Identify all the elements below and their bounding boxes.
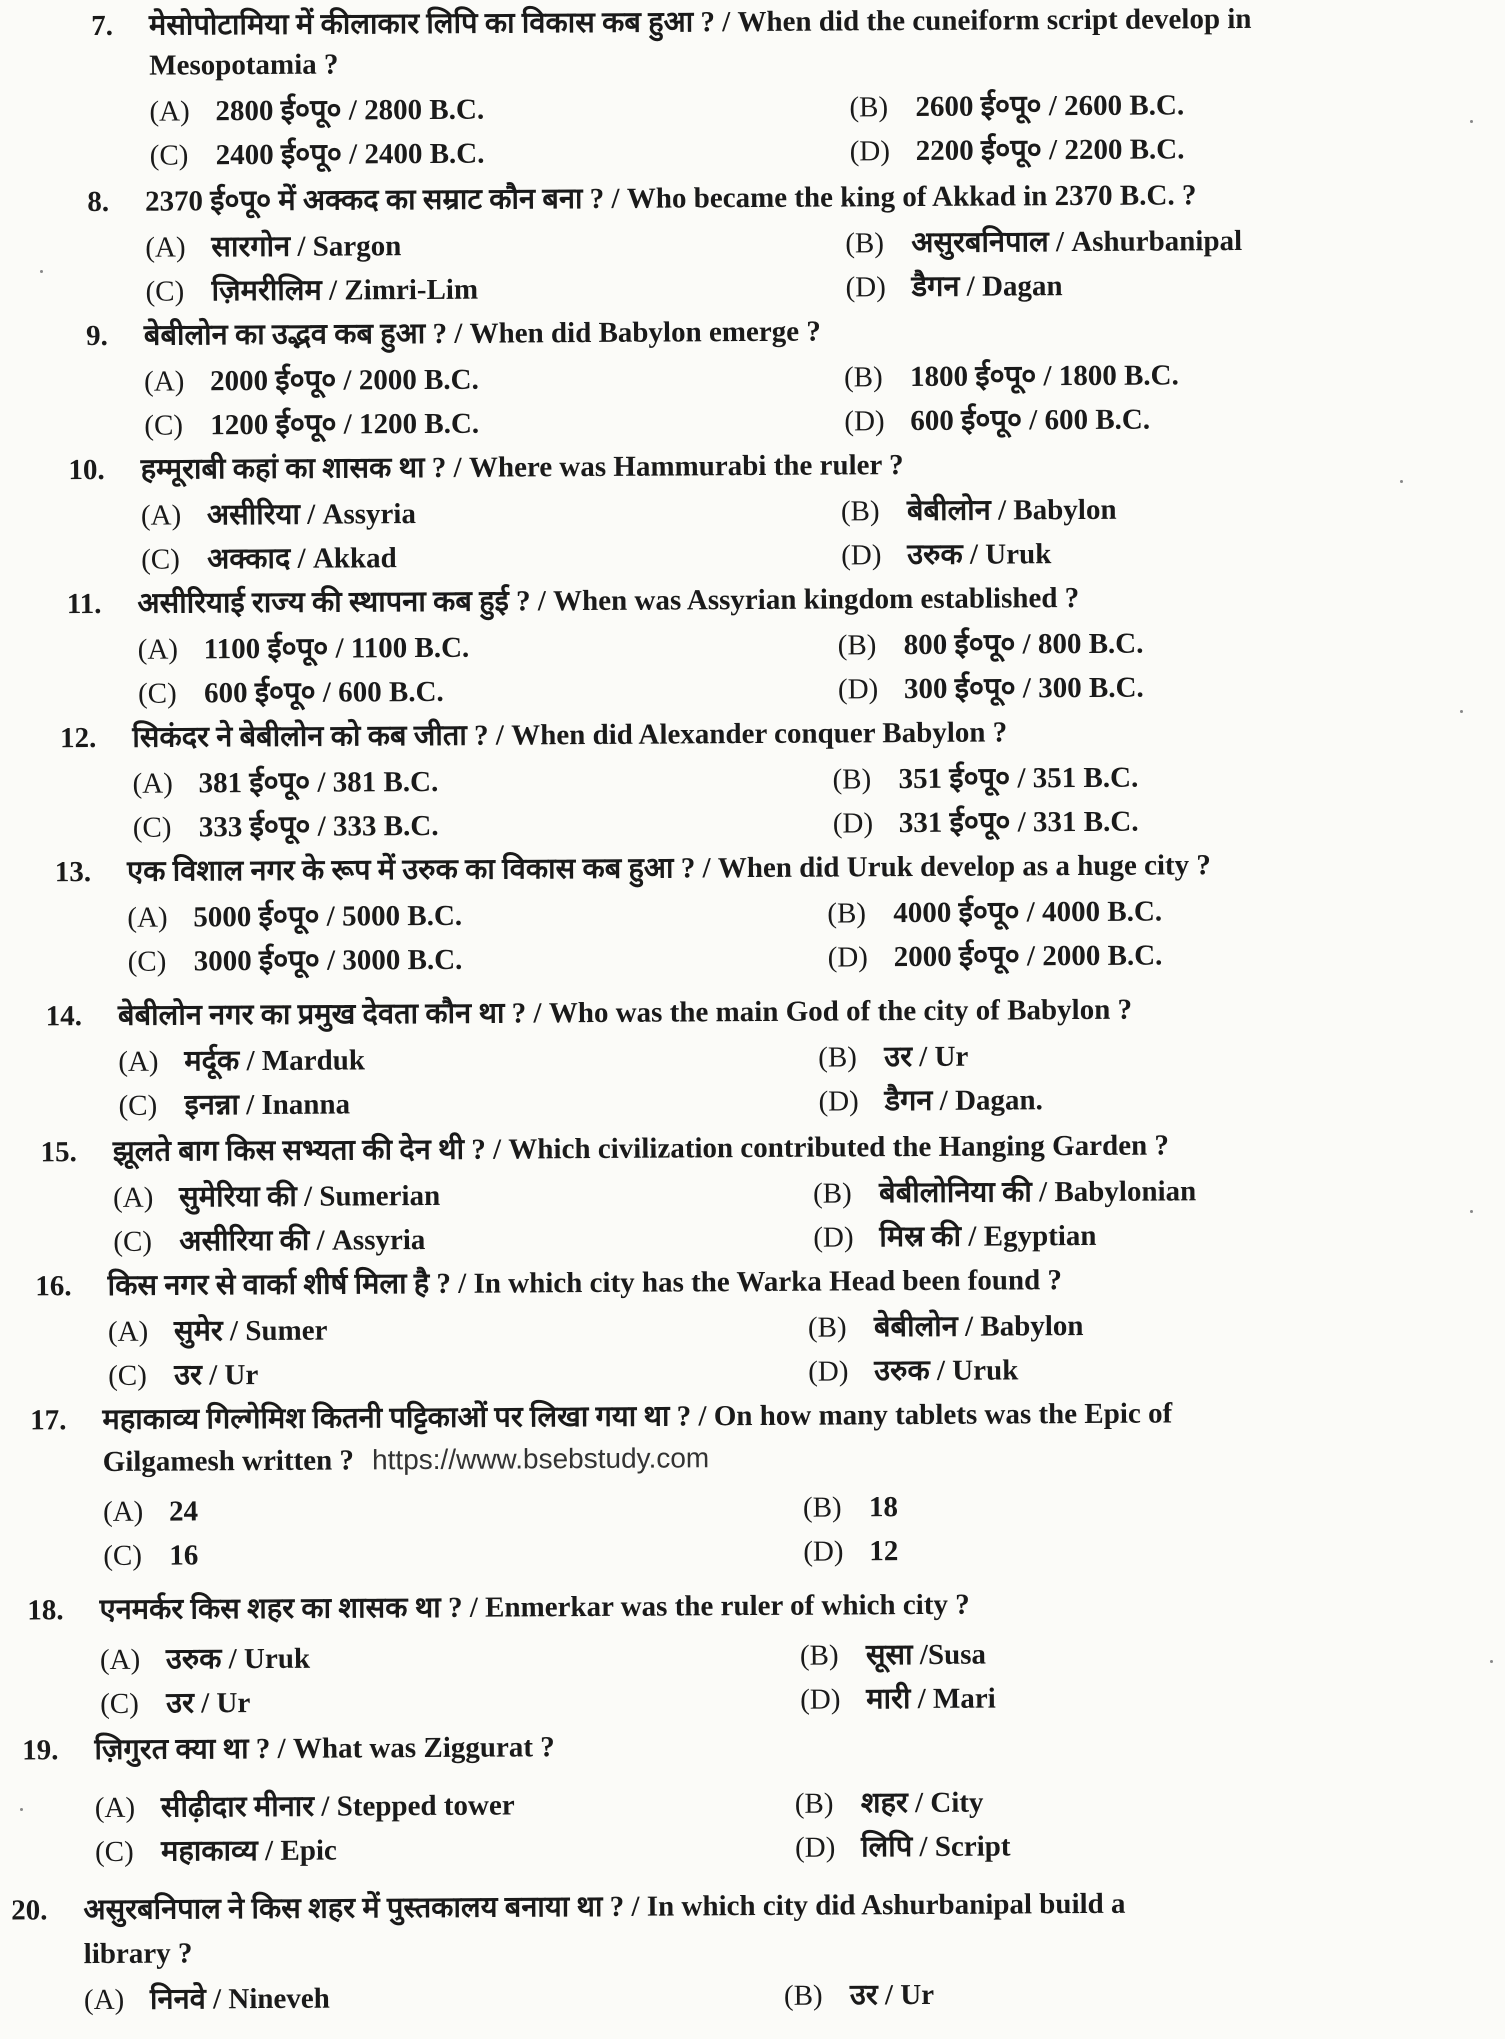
question-text-continuation: library ? [83,1937,193,1971]
option-label: (A) [132,767,173,800]
question-text-continuation [3,1433,1505,1482]
question-19 [4,1721,1505,1872]
option-label: (D) [849,135,891,168]
question-text: झूलते बाग किस सभ्यता की देन थी ? / Which civilization contributed the Hanging Garden ? [112,1129,1170,1168]
options-grid [0,755,1504,848]
options-grid [0,353,1501,446]
option-text: इनन्ना / Inanna [184,1088,351,1122]
question-13 [0,843,1505,982]
option-text: असीरिया की / Assyria [179,1224,426,1258]
option-text: उर / Ur [166,1687,251,1720]
option-label: (C) [144,409,184,442]
option-text: 5000 ई०पू० / 5000 B.C. [193,899,463,934]
option-text: 381 ई०पू० / 381 B.C. [198,765,439,800]
option-label: (C) [108,1359,147,1392]
option-text: 300 ई०पू० / 300 B.C. [903,671,1144,706]
question-line [0,843,1504,892]
option-label: (D) [832,807,874,840]
option-label: (B) [799,1639,839,1672]
options-grid [1,1169,1505,1262]
question-text: मेसोपोटामिया में कीलाकार लिपि का विकास कब हुआ ? / When did the cuneiform script develop in [148,2,1252,42]
option-text: 12 [869,1535,899,1568]
option-text: 2000 ई०पू० / 2000 B.C. [210,363,479,398]
option-text: 800 ई०पू० / 800 B.C. [903,627,1144,662]
option-a [127,894,827,938]
option-label: (B) [845,227,885,260]
question-20 [5,1881,1505,2020]
option-text: 3000 ई०पू० / 3000 B.C. [193,943,463,978]
option-text: सूसा /Susa [865,1638,987,1672]
option-a [84,1976,784,2020]
option-text: 351 ई०पू० / 351 B.C. [898,761,1139,796]
option-label: (A) [145,231,186,264]
question-text-continuation-text: Gilgamesh written ? [102,1444,355,1478]
option-text: सुमेरिया की / Sumerian [178,1179,441,1214]
option-text: 1100 ई०पू० / 1100 B.C. [203,631,470,666]
option-label: (B) [807,1311,847,1344]
option-text: असीरिया / Assyria [206,498,417,532]
option-label: (C) [141,543,180,576]
question-text: हम्मूराबी कहां का शासक था ? / Where was Hammurabi the ruler ? [140,449,904,486]
option-text: डैगन / Dagan. [884,1084,1043,1118]
option-label: (C) [118,1089,158,1122]
option-text: 18 [868,1491,899,1524]
question-line [0,307,1501,356]
question-11 [0,575,1503,714]
option-text: सुमेर / Sumer [173,1314,328,1348]
option-label: (C) [127,945,167,978]
option-text: बेबीलोन / Babylon [873,1309,1084,1344]
option-text: 4000 ई०पू० / 4000 B.C. [893,895,1163,930]
option-label: (D) [845,271,886,304]
option-label: (D) [818,1085,859,1118]
option-text: उरुक / Uruk [165,1642,311,1676]
question-8 [0,173,1501,312]
option-c [103,1532,803,1576]
option-text: 331 ई०पू० / 331 B.C. [898,805,1139,840]
option-label: (B) [783,1979,823,2012]
option-c [95,1828,795,1872]
option-text: 2200 ई०पू० / 2200 B.C. [915,133,1185,167]
option-label: (A) [149,95,190,128]
options-grid [0,219,1501,312]
question-line [2,1257,1505,1306]
option-d [828,933,1505,977]
option-d [850,127,1505,171]
option-text: सीढ़ीदार मीनार / Stepped tower [160,1789,515,1824]
option-a [100,1636,800,1680]
option-label: (C) [149,139,189,172]
option-text: उर / Ur [174,1359,259,1392]
scan-speck [1490,1660,1493,1663]
option-b [803,1483,1503,1527]
option-b [813,1169,1505,1213]
question-line [0,709,1503,758]
options-grid [0,487,1502,580]
question-text: एक विशाल नगर के रूप में उरुक का विकास कब हुआ ? / When did Uruk develop as a huge city ? [127,849,1211,888]
question-text: असुरबनिपाल ने किस शहर में पुस्तकालय बनाया था ? / In which city did Ashurbanipal build a [83,1887,1126,1927]
question-text-continuation: Mesopotamia ? [149,48,339,82]
options-grid [0,889,1505,982]
option-text: सारगोन / Sargon [211,230,402,264]
options-grid [4,1631,1505,1724]
option-a [145,223,845,267]
question-line [4,1721,1505,1770]
option-text: निनवे / Nineveh [149,1982,330,2016]
option-b [832,755,1505,799]
option-c [133,804,833,848]
question-text: ज़िगुरत क्या था ? / What was Ziggurat ? [94,1731,555,1767]
option-d [845,263,1505,307]
option-a [108,1308,808,1352]
question-12 [0,709,1504,848]
question-number: 15. [40,1136,77,1169]
option-label: (B) [832,763,872,796]
scan-speck [1460,710,1463,713]
question-line [0,575,1503,624]
option-text: 600 ई०पू० / 600 B.C. [910,403,1151,438]
option-b [827,889,1505,933]
option-label: (A) [118,1045,159,1078]
option-a [103,1488,803,1532]
option-c [108,1352,808,1396]
options-grid [6,1971,1505,2020]
option-label: (D) [800,1683,841,1716]
option-c [141,535,841,579]
scan-speck [1400,480,1403,483]
option-label: (C) [113,1225,153,1258]
question-number: 11. [66,587,102,621]
option-b [844,353,1505,397]
question-text: महाकाव्य गिल्गेमिश कितनी पट्टिकाओं पर लिखा गया था ? / On how many tablets was the Epic of [102,1397,1173,1436]
option-label: (A) [112,1181,154,1214]
question-line [0,441,1502,490]
question-18 [3,1581,1505,1724]
option-label: (A) [140,499,182,532]
option-label: (B) [840,495,880,528]
option-text: 1800 ई०पू० / 1800 B.C. [909,359,1179,394]
scan-speck [40,270,43,273]
options-grid [0,83,1500,176]
option-a [118,1038,818,1082]
option-b [841,487,1505,531]
option-b [800,1631,1500,1675]
option-label: (A) [127,901,168,934]
option-label: (B) [827,897,867,930]
option-label: (A) [102,1495,144,1528]
option-label: (C) [100,1687,139,1720]
option-label: (C) [137,677,177,710]
option-d [800,1675,1500,1719]
options-grid [5,1779,1505,1872]
option-d [833,799,1505,843]
options-grid [0,621,1503,714]
option-label: (D) [794,1831,836,1864]
option-d [838,665,1505,709]
option-label: (B) [843,361,883,394]
options-grid [0,1033,1505,1126]
option-label: (B) [849,91,889,124]
option-text: 16 [169,1539,199,1572]
option-d [813,1213,1505,1257]
option-text: अक्काद / Akkad [207,542,397,576]
question-9 [0,307,1501,446]
question-text: एनमर्कर किस शहर का शासक था ? / Enmerkar was the ruler of which city ? [99,1588,970,1626]
option-label: (D) [844,405,885,438]
option-label: (C) [94,1835,134,1869]
option-text: उर / Ur [884,1040,969,1074]
option-b [849,83,1505,127]
question-number: 14. [45,1000,83,1033]
option-b [784,1972,1484,2016]
option-a [141,491,841,535]
question-number: 9. [85,319,108,353]
question-text: 2370 ई०पू० में अक्कद का सम्राट कौन बना ? / Who became the king of Akkad in 2370 B.C. ? [144,179,1197,218]
option-text: 333 ई०पू० / 333 B.C. [198,809,439,844]
question-14 [0,987,1505,1126]
option-d [841,531,1505,575]
question-number: 16. [35,1270,72,1303]
question-number: 10. [68,453,105,487]
watermark-url: https://www.bsebstudy.com [371,1442,710,1476]
option-text: 1200 ई०पू० / 1200 B.C. [210,407,480,442]
option-label: (A) [99,1643,141,1676]
option-text: बेबीलोन / Babylon [906,493,1117,528]
option-label: (D) [827,941,869,974]
option-a [113,1174,813,1218]
option-c [144,401,844,445]
question-number: 7. [91,9,114,43]
option-text: असुरबनिपाल / Ashurbanipal [911,224,1243,260]
question-number: 17. [30,1404,67,1437]
question-number: 20. [11,1894,48,1927]
question-number: 12. [59,722,97,755]
option-c [100,1680,800,1724]
option-b [838,621,1505,665]
option-text: मर्दूक / Marduk [184,1044,366,1078]
option-text: उरुक / Uruk [874,1354,1019,1388]
option-label: (A) [83,1983,125,2017]
option-b [808,1303,1505,1347]
question-text: किस नगर से वार्का शीर्ष मिला है ? / In which city has the Warka Head been found ? [107,1264,1063,1302]
scan-speck [1470,1210,1473,1213]
question-line [5,1881,1505,1930]
option-d [818,1077,1505,1121]
question-text: सिकंदर ने बेबीलोन को कब जीता ? / When did Alexander conquer Babylon ? [132,716,1008,754]
option-c [118,1082,818,1126]
option-d [803,1527,1503,1571]
option-label: (A) [94,1791,136,1825]
question-text: बेबीलोन का उद्भव कब हुआ ? / When did Babylon emerge ? [143,315,821,352]
options-grid [2,1303,1505,1396]
option-text: उरुक / Uruk [907,538,1052,572]
question-17 [2,1391,1505,1576]
option-text: डैगन / Dagan [911,270,1063,304]
question-line [1,1123,1505,1172]
option-label: (A) [107,1315,149,1348]
option-c [128,938,828,982]
option-a [132,760,832,804]
option-label: (C) [145,275,185,308]
question-16 [2,1257,1505,1396]
option-text: 2800 ई०पू० / 2800 B.C. [215,93,485,128]
option-label: (B) [818,1041,858,1074]
question-10 [0,441,1502,580]
option-text: मारी / Mari [866,1682,996,1716]
question-number: 18. [27,1594,64,1627]
option-label: (B) [802,1491,842,1524]
option-label: (D) [803,1535,844,1568]
option-d [808,1347,1505,1391]
option-text: उर / Ur [849,1978,935,2012]
option-text: 2600 ई०पू० / 2600 B.C. [915,89,1185,123]
question-7 [0,0,1500,177]
option-text: शहर / City [860,1786,984,1820]
option-text: मिस्र की / Egyptian [879,1219,1097,1254]
question-line [0,173,1500,222]
option-text: 2000 ई०पू० / 2000 B.C. [893,939,1163,974]
option-b [818,1033,1505,1077]
option-a [138,625,838,669]
option-c [150,131,850,175]
option-text: बेबीलोनिया की / Babylonian [878,1175,1197,1210]
option-label: (A) [137,633,179,666]
option-b [845,219,1505,263]
option-label: (A) [144,365,185,398]
option-a [149,87,849,131]
question-number: 8. [87,185,110,219]
option-label: (C) [103,1539,143,1572]
option-text: 24 [168,1495,199,1528]
option-c [138,669,838,713]
option-d [844,397,1505,441]
option-c [113,1218,813,1262]
scan-speck [20,1808,23,1811]
option-label: (B) [794,1787,834,1820]
question-15 [1,1123,1505,1262]
question-number: 19. [22,1734,59,1767]
option-d [795,1823,1495,1867]
option-a [144,357,844,401]
option-label: (C) [132,811,172,844]
question-line [2,1391,1505,1440]
question-text: बेबीलोन नगर का प्रमुख देवता कौन था ? / Who was the main God of the city of Babylon ? [117,993,1133,1032]
option-label: (D) [837,673,879,706]
option-text: महाकाव्य / Epic [160,1834,337,1868]
option-a [95,1784,795,1828]
scan-speck [1470,120,1473,123]
option-label: (D) [813,1221,854,1254]
option-text: 2400 ई०पू० / 2400 B.C. [215,137,485,172]
option-label: (B) [812,1177,852,1210]
question-number: 13. [54,856,92,889]
option-b [795,1779,1495,1823]
question-text: असीरियाई राज्य की स्थापना कब हुई ? / When was Assyrian kingdom established ? [137,581,1080,620]
option-label: (D) [808,1355,849,1388]
option-c [145,267,845,311]
question-line [3,1581,1505,1630]
options-grid [3,1483,1505,1576]
option-text: ज़िमरीलिम / Zimri-Lim [211,273,479,308]
option-label: (D) [841,539,882,572]
option-text: 600 ई०पू० / 600 B.C. [203,675,444,710]
question-line [0,987,1505,1036]
option-text: लिपि / Script [860,1830,1011,1864]
option-label: (B) [837,629,877,662]
